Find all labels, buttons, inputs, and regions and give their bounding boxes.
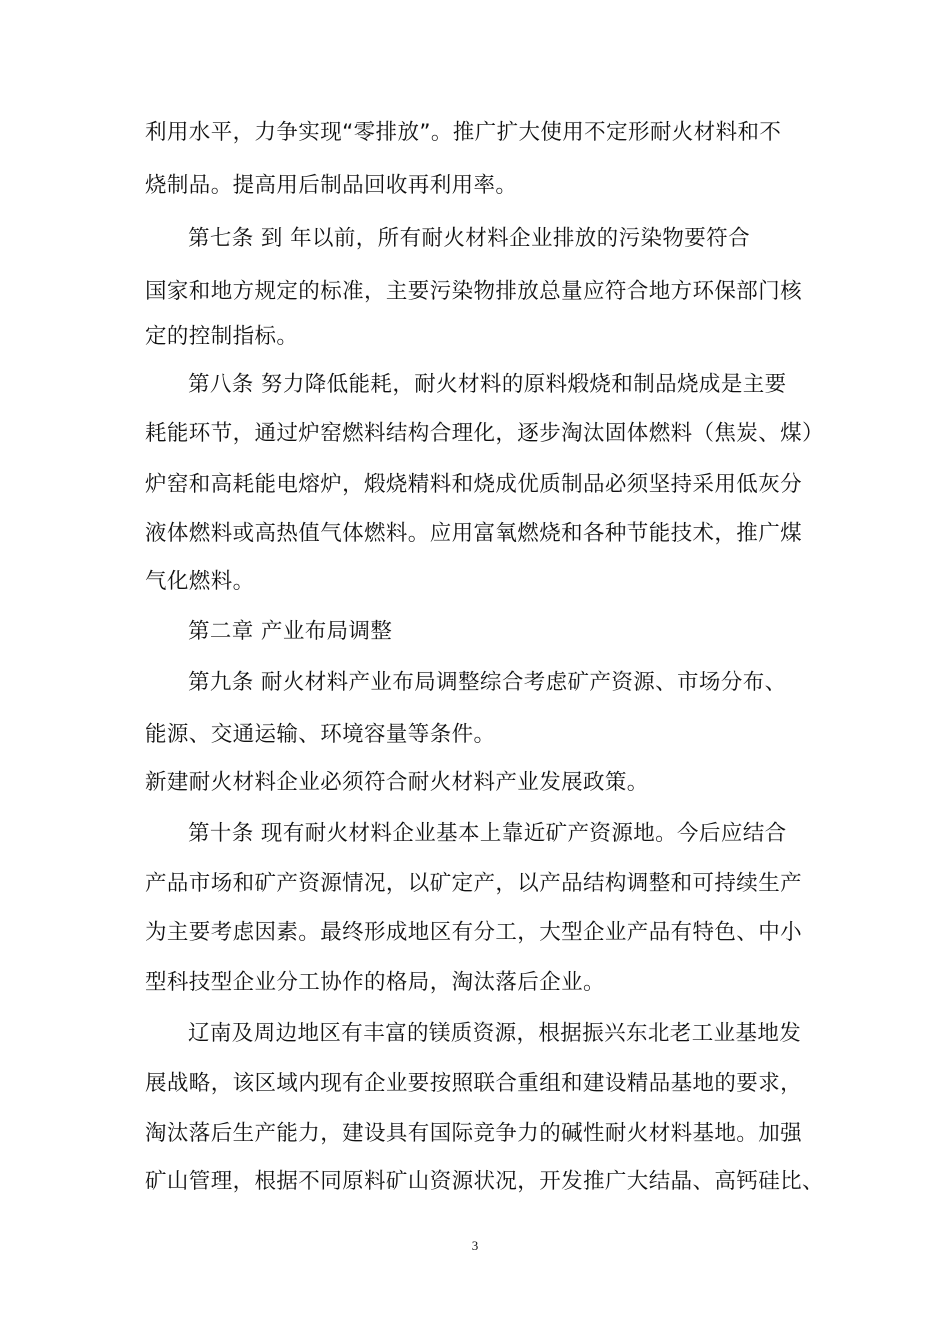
text-line: 展战略，该区域内现有企业要按照联合重组和建设精品基地的要求， <box>145 1071 803 1096</box>
text-line: 耗能环节，通过炉窑燃料结构合理化，逐步淘汰固体燃料（焦炭、煤） <box>145 421 824 446</box>
text-line: 矿山管理，根据不同原料矿山资源状况，开发推广大结晶、高钙硅比、 <box>145 1169 824 1194</box>
text-line: 国家和地方规定的标准，主要污染物排放总量应符合地方环保部门核 <box>145 279 803 304</box>
text-line: 淘汰落后生产能力，建设具有国际竞争力的碱性耐火材料基地。加强 <box>145 1121 803 1146</box>
text-line: 能源、交通运输、环境容量等条件。 <box>145 722 496 747</box>
chapter-heading: 第二章 产业布局调整 <box>188 619 393 644</box>
text-line: 新建耐火材料企业必须符合耐火材料产业发展政策。 <box>145 770 649 795</box>
text-line: 第十条 现有耐火材料企业基本上靠近矿产资源地。今后应结合 <box>188 821 787 846</box>
text-line: 定的控制指标。 <box>145 324 299 349</box>
page-number: 3 <box>471 1238 479 1253</box>
text-line: 液体燃料或高热值气体燃料。应用富氧燃烧和各种节能技术，推广煤 <box>145 521 803 546</box>
text-line: 炉窑和高耗能电熔炉，煅烧精料和烧成优质制品必须坚持采用低灰分 <box>145 472 803 497</box>
text-line: 烧制品。提高用后制品回收再利用率。 <box>145 173 518 198</box>
text-line: 型科技型企业分工协作的格局，淘汰落后企业。 <box>145 970 605 995</box>
text-line: 利用水平，力争实现“零排放”。推广扩大使用不定形耐火材料和不 <box>145 120 782 145</box>
text-line: 产品市场和矿产资源情况，以矿定产，以产品结构调整和可持续生产 <box>145 871 803 896</box>
text-line: 第七条 到 年以前，所有耐火材料企业排放的污染物要符合 <box>188 226 750 251</box>
text-line: 气化燃料。 <box>145 569 255 594</box>
text-line: 第八条 努力降低能耗，耐火材料的原料煅烧和制品烧成是主要 <box>188 372 787 397</box>
text-line: 辽南及周边地区有丰富的镁质资源，根据振兴东北老工业基地发 <box>188 1021 802 1046</box>
text-line: 为主要考虑因素。最终形成地区有分工，大型企业产品有特色、中小 <box>145 920 803 945</box>
text-line: 第九条 耐火材料产业布局调整综合考虑矿产资源、市场分布、 <box>188 670 787 695</box>
